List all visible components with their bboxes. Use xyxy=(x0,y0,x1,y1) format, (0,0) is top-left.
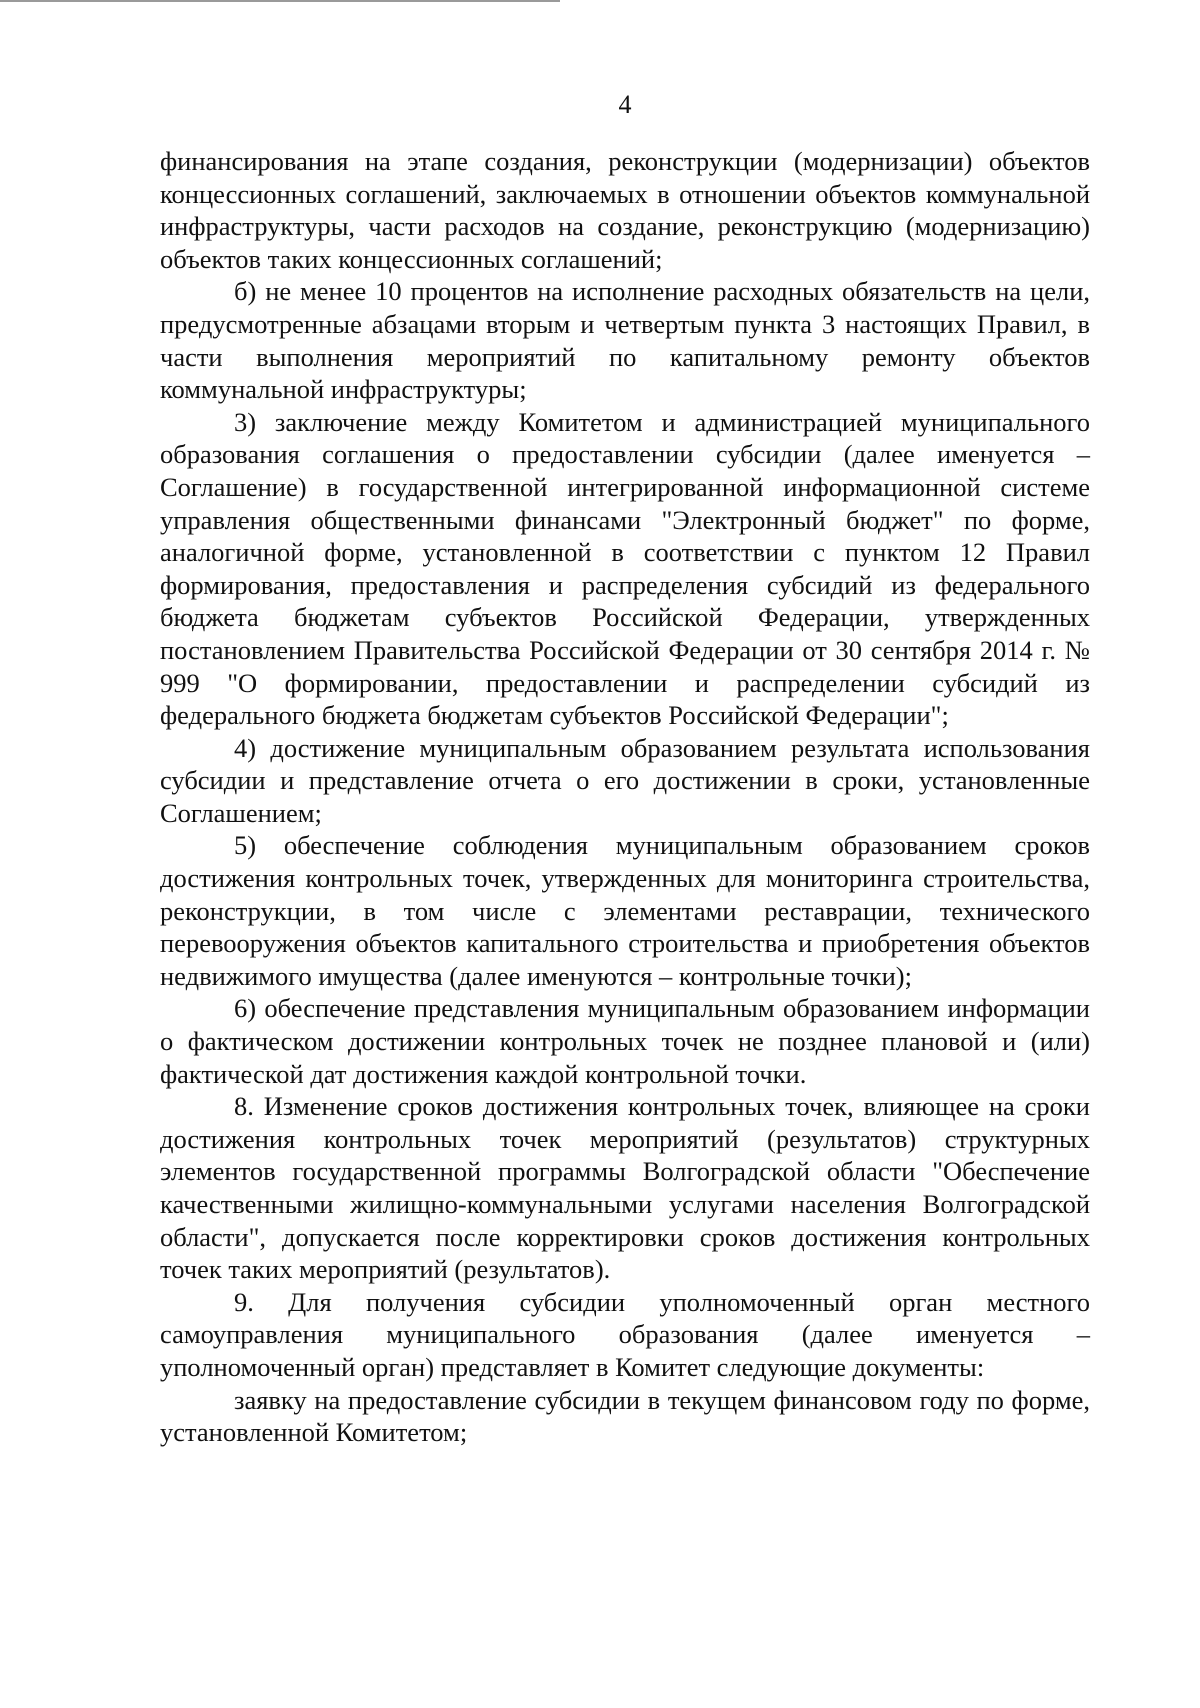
paragraph-item-6: 6) обеспечение представления муниципальным образованием информации о фактическом достижении контрольных точек не позднее плановой и (или) фактической дат достижения каждой контрольной точки. xyxy=(160,993,1090,1089)
paragraph-item-b: б) не менее 10 процентов на исполнение расходных обязательств на цели, предусмотренные абзацами вторым и четвертым пункта 3 настоящих Правил, в части выполнения мероприятий по капитальному ремонту объектов коммунальной инфраструктуры; xyxy=(160,276,1090,405)
scan-edge-line xyxy=(0,0,560,2)
paragraph-clause-8: 8. Изменение сроков достижения контрольных точек, влияющее на сроки достижения контрольных точек мероприятий (результатов) структурных элементов государственной программы Волгоградской области "Обеспечение качественными жилищно-коммунальными услугами населения Волгоградской области", допускается после корректировки сроков достижения контрольных точек таких мероприятий (результатов). xyxy=(160,1091,1090,1285)
paragraph-item-3: 3) заключение между Комитетом и администрацией муниципального образования соглашения о предоставлении субсидии (далее именуется – Соглашение) в государственной интегрированной информационной системе управления общественными финансами "Электронный бюджет" по форме, аналогичной форме, установленной в соответствии с пунктом 12 Правил формирования, предоставления и распределения субсидий из федерального бюджета бюджетам субъектов Российской Федерации, утвержденных постановлением Правительства Российской Федерации от 30 сентября 2014 г. № 999 "О формировании, предоставлении и распределении субсидий из федерального бюджета бюджетам субъектов Российской Федерации"; xyxy=(160,406,1090,731)
paragraph-clause-9: 9. Для получения субсидии уполномоченный орган местного самоуправления муниципального образования (далее именуется – уполномоченный орган) представляет в Комитет следующие документы: xyxy=(160,1286,1090,1382)
paragraph-item-5: 5) обеспечение соблюдения муниципальным образованием сроков достижения контрольных точек, утвержденных для мониторинга строительства, реконструкции, в том числе с элементами реставрации, технического перевооружения объектов капитального строительства и приобретения объектов недвижимого имущества (далее именуются – контрольные точки); xyxy=(160,830,1090,991)
document-body xyxy=(160,145,1090,1449)
page-number: 4 xyxy=(618,90,632,119)
paragraph-item-4: 4) достижение муниципальным образованием результата использования субсидии и представление отчета о его достижении в сроки, установленные Соглашением; xyxy=(160,732,1090,828)
paragraph-continuation: финансирования на этапе создания, реконструкции (модернизации) объектов концессионных соглашений, заключаемых в отношении объектов коммунальной инфраструктуры, части расходов на создание, реконструкцию (модернизацию) объектов таких концессионных соглашений; xyxy=(160,146,1090,274)
paragraph-application: заявку на предоставление субсидии в текущем финансовом году по форме, установленной Комитетом; xyxy=(160,1384,1090,1448)
